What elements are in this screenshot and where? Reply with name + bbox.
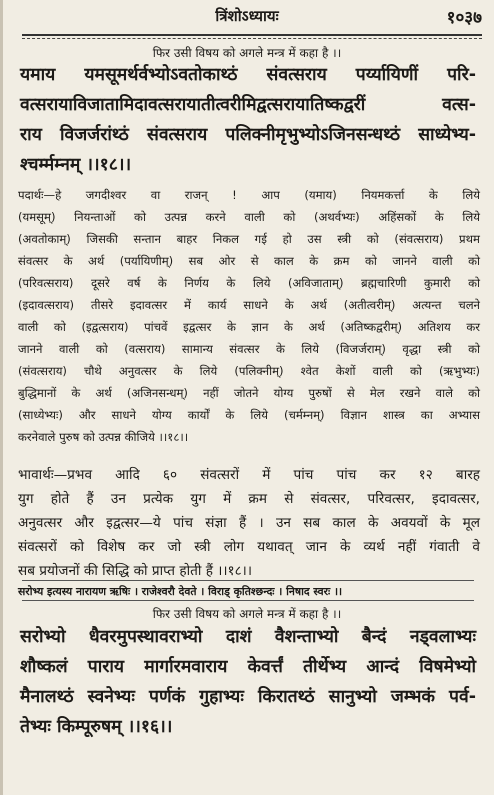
intro-line-2: फिर उसी विषय को अगले मन्त्र में कहा है ।। [152,607,342,621]
padartha-line: (संवत्सराय) चौथे अनुवत्सर के लिये (पलिक्नीम्) श्वेत केशों वाली को (ऋभुभ्यः) [18,364,480,378]
bhavartha-line: अनुवत्सर और इद्वत्सर—ये पांच संज्ञा हैं । उन सब काल के अवयवों के मूल [18,515,480,531]
padartha-line: पदार्थः—हे जगदीश्वर वा राजन् ! आप (यमाय) नियमकर्त्ता के लिये [18,188,480,202]
header-rule-dashed [22,38,482,39]
mantra-1-line: यमाय यमसूमर्थर्वभ्योऽवतोकाथ्ठं संवत्सराय पर्य्यायिणीं परि- [20,65,476,85]
padartha-line: जानने वाली को (वत्सराय) सामान्य संवत्सर के लिये (विजर्जराम्) वृद्धा स्त्री को [18,342,480,356]
padartha-line: करनेवाले पुरुष को उत्पन्न कीजिये ।।१८।। [18,430,189,444]
mantra-2-line: तेभ्यः किम्पूरुषम् ।।१६।। [20,717,173,737]
bhavartha-line: युग होते हैं उन प्रत्येक युग में क्रम से संवत्सर, परिवत्सर, इदावत्सर, [18,491,480,507]
padartha-line: (साध्येभ्यः) और साधने योग्य कार्यों के लिये (चर्मम्नम्) विज्ञान शास्त्र का अभ्यास [18,408,480,422]
mantra-1-line: वत्सरायाविजातामिदावत्सरायातीत्वरीमिद्वत्सरायातिष्कद्वरीं वत्स- [20,95,476,115]
padartha-line: (इदावत्सराय) तीसरे इदावत्सर में कार्य साधने के अर्थ (अतीत्वरीम्) अत्यन्त चलने [18,298,480,312]
bhavartha-line: सब प्रयोजनों की सिद्धि को प्राप्त होती हैं ।।१८।। [18,563,252,579]
mantra-1-line: श्चर्म्मम्नम् ।।१८।। [20,155,132,175]
page-number: १०३७ [446,8,482,28]
section-divider [22,600,474,601]
mantra-1-line: राय विजर्जरांथ्ठं संवत्सराय पलिक्नीमृभुभ्योऽजिनसन्धथ्ठं साध्येभ्य- [20,125,476,145]
mantra-2-line: शौष्कलं पाराय मार्गारमवाराय केवर्त्तं तीर्थेभ्य आन्दं विषमेभ्यो [20,657,476,677]
padartha-line: (परिवत्सराय) दूसरे वर्ष के निर्णय के लिये (अविजाताम्) ब्रह्मचारिणी कुमारी को [18,276,480,290]
page-edge-shadow [0,0,3,795]
padartha-line: बुद्धिमानों के अर्थ (अजिनसन्धम्) नहीं जोतने योग्य पुरुषों से मेल रखने वाले को [18,386,480,400]
bhavartha-line: संवत्सरों को विशेष कर जो स्त्री लोग यथावत् जान के व्यर्थ नहीं गंवाती वे [18,539,480,555]
padartha-line: संवत्सर के अर्थ (पर्यायिणीम्) सब ओर से काल के क्रम को जानने वाली को [18,254,480,268]
mantra-2-line: सरोभ्यो धैवरमुपस्थावराभ्यो दाशं वैशन्ताभ्यो बैन्दं नड्वलाभ्यः [20,627,476,647]
mantra-2-line: मैनालथ्ठं स्वनेभ्यः पर्णकं गुहाभ्यः किरातथ्ठं सानुभ्यो जम्भकं पर्व- [20,687,476,707]
rishi-devata-line: सरोभ्य इत्यस्य नारायण ऋषिः । राजेश्वरौ देवते । विराड् कृतिश्छन्दः । निषाद स्वरः ।। [18,585,343,598]
bhavartha-line: भावार्थः—प्रभव आदि ६० संवत्सरों में पांच पांच कर १२ बारह [18,467,480,483]
padartha-line: (अवतोकाम्) जिसकी सन्तान बाहर निकल गई हो उस स्त्री को (संवत्सराय) प्रथम [18,232,480,246]
header-rule [22,34,482,36]
padartha-line: (यमसूम्) नियन्ताओं को उत्पन्न करने वाली को (अथर्वभ्यः) अहिंसकों के लिये [18,210,480,224]
section-divider [22,580,474,581]
intro-line-1: फिर उसी विषय को अगले मन्त्र में कहा है ।। [152,46,342,60]
chapter-heading: त्रिंशोऽध्यायः [215,7,279,25]
padartha-line: वाली को (इद्वत्सराय) पांचवें इद्वत्सर के ज्ञान के अर्थ (अतिष्कद्वरीम्) अतिशय कर [18,320,480,334]
